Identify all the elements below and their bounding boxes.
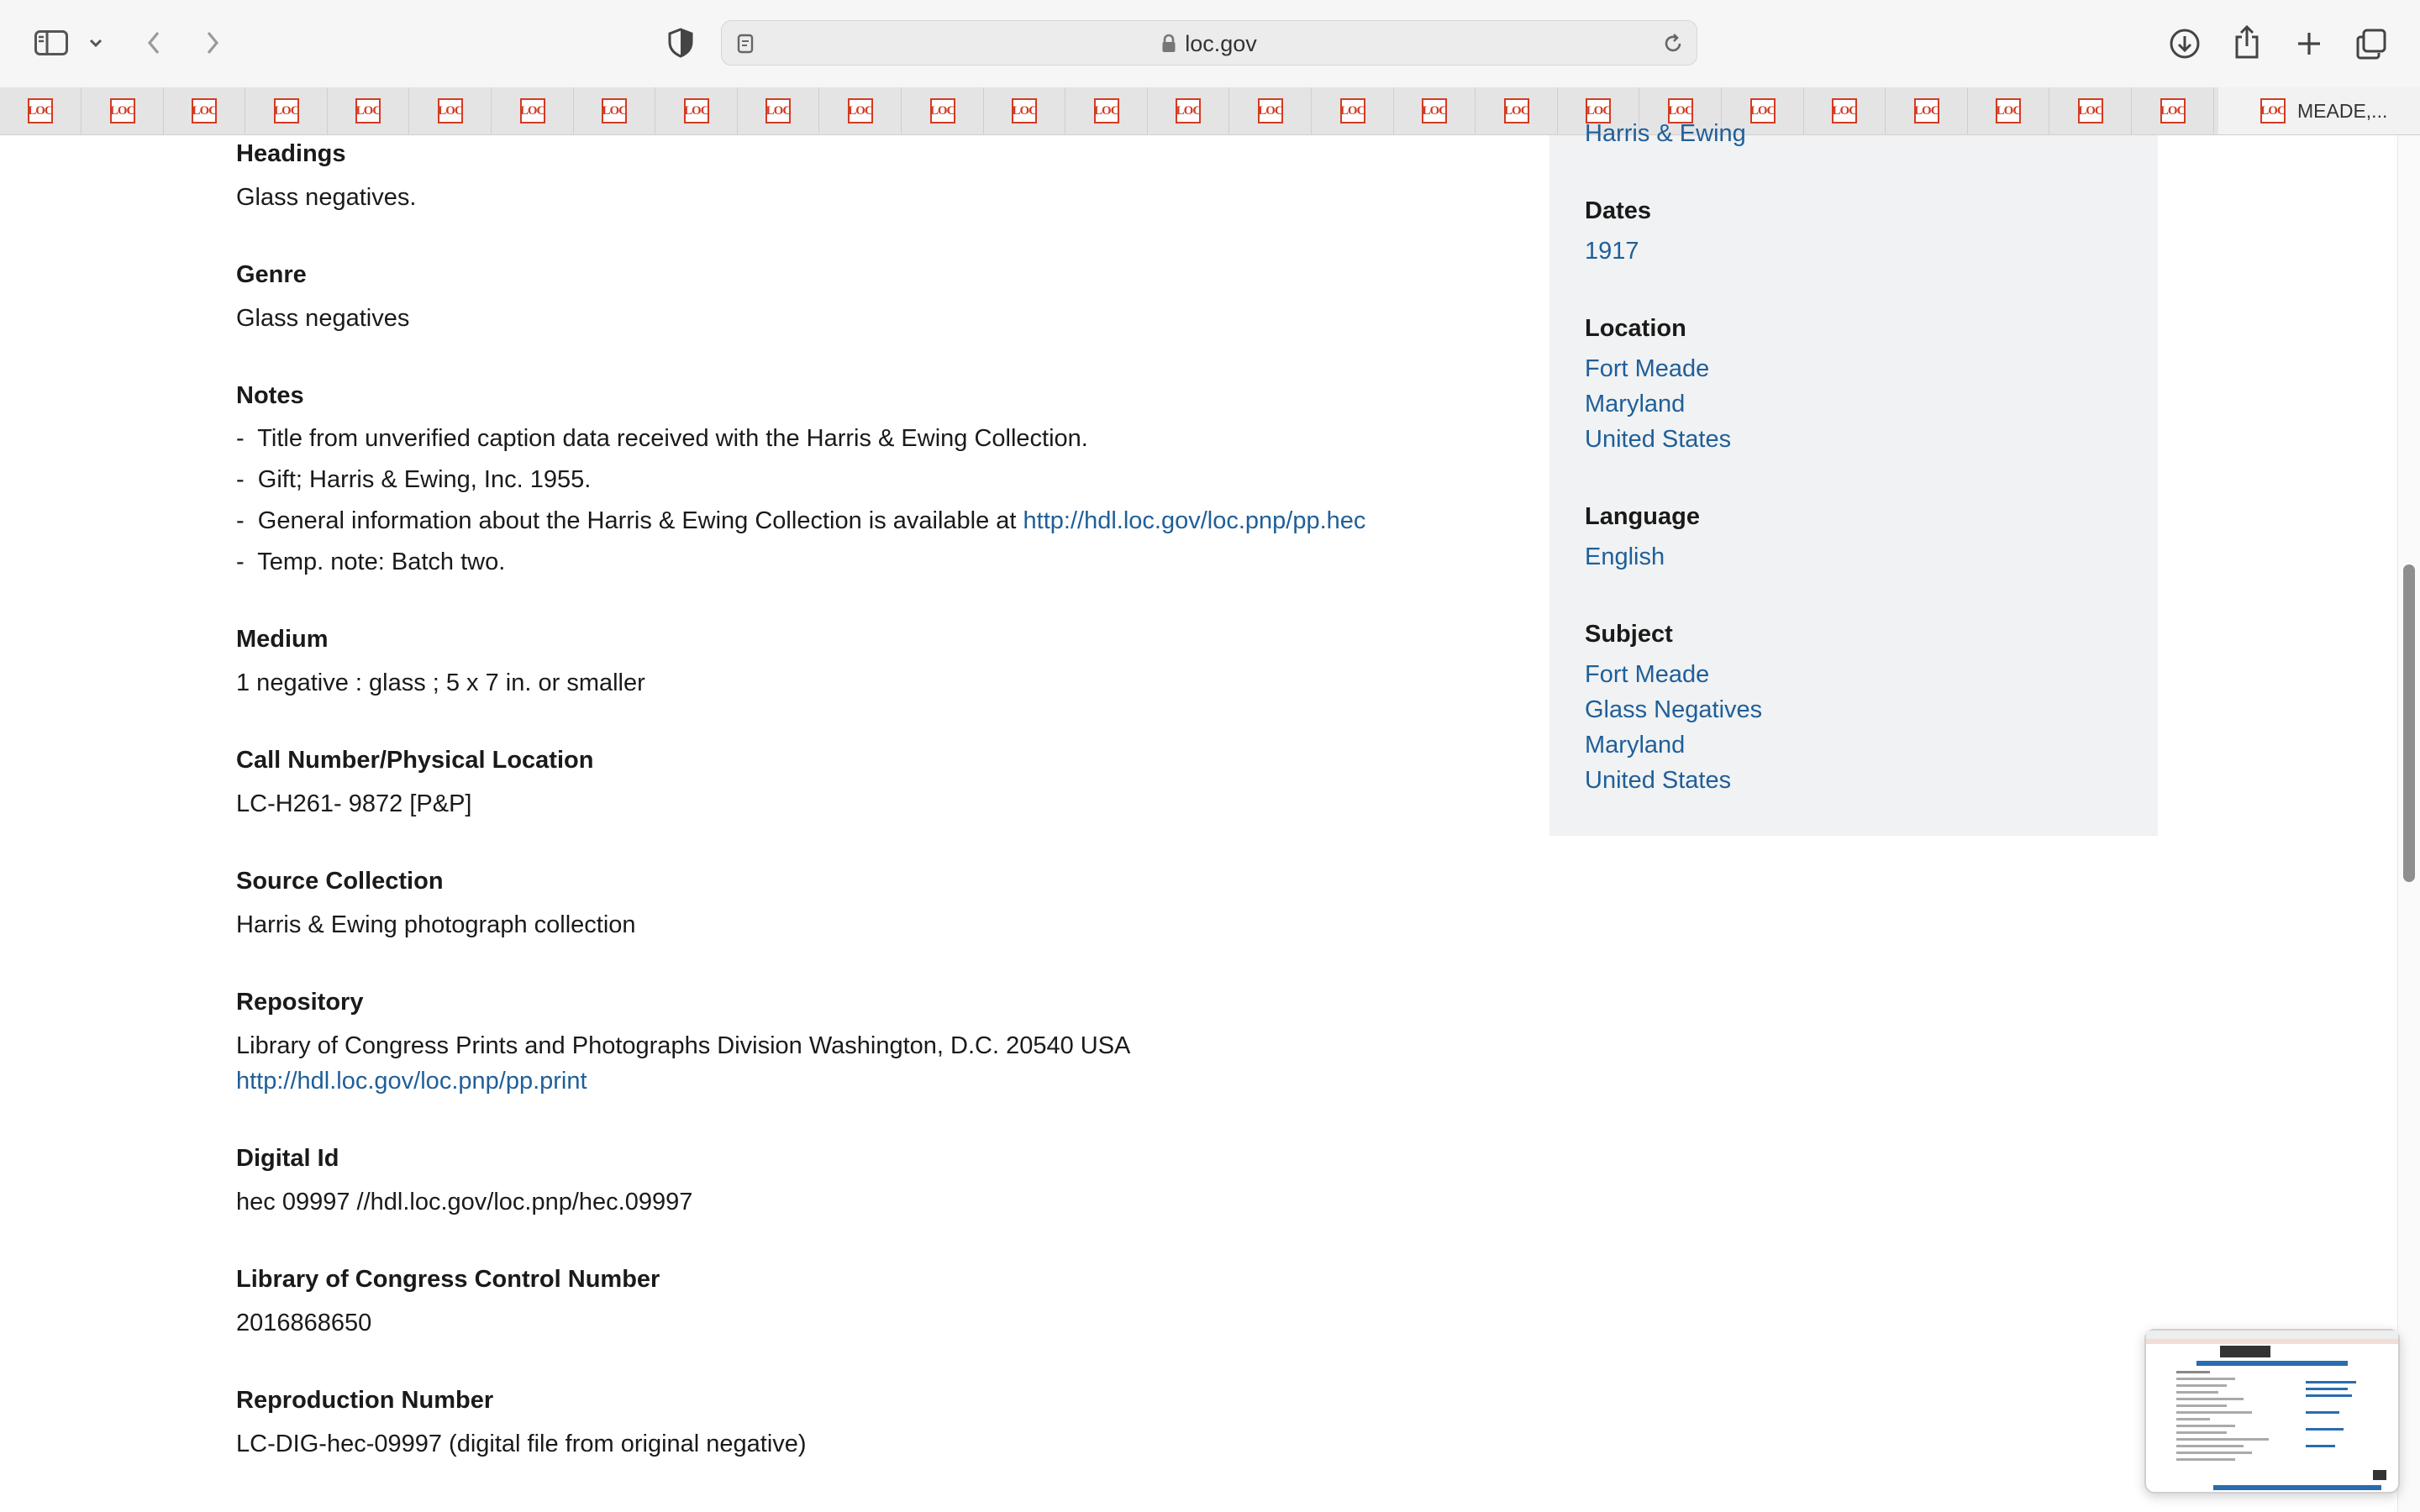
field-label-digital-id: Digital Id <box>236 1145 339 1172</box>
tab-bar <box>0 87 2420 135</box>
loc-favicon: LOC <box>2078 98 2103 123</box>
tab-item[interactable] <box>1066 87 1148 134</box>
field-label-notes: Notes <box>236 382 304 409</box>
loc-favicon: LOC <box>520 98 545 123</box>
loc-favicon: LOC <box>355 98 381 123</box>
page-content <box>0 120 2420 1512</box>
field-label-call-number: Call Number/Physical Location <box>236 747 594 774</box>
note-item <box>236 425 1088 453</box>
location-link[interactable]: Fort Meade <box>1585 355 1710 382</box>
contributor-link[interactable]: Harris & Ewing <box>1585 120 1746 147</box>
field-label-control-number: Library of Congress Control Number <box>236 1266 660 1293</box>
tab-item[interactable] <box>82 87 164 134</box>
loc-favicon: LOC <box>1422 98 1447 123</box>
field-value-genre: Glass negatives <box>236 305 410 332</box>
repository-link[interactable]: http://hdl.loc.gov/loc.pnp/pp.print <box>236 1068 587 1095</box>
field-label-reproduction-number: Reproduction Number <box>236 1387 494 1414</box>
about-sidebar <box>1549 120 2158 836</box>
field-label-headings: Headings <box>236 140 346 167</box>
forward-icon[interactable] <box>198 27 227 59</box>
scrollbar-thumb[interactable] <box>2403 564 2415 882</box>
back-icon[interactable] <box>139 27 168 59</box>
loc-favicon: LOC <box>1832 98 1857 123</box>
tab-item[interactable] <box>984 87 1065 134</box>
hec-collection-link[interactable]: http://hdl.loc.gov/loc.pnp/pp.hec <box>1023 507 1366 534</box>
note-item <box>236 466 591 494</box>
url-label: loc.gov <box>1185 31 1257 56</box>
loc-favicon: LOC <box>2260 98 2286 123</box>
reload-icon[interactable] <box>1661 32 1685 55</box>
tab-item[interactable] <box>1230 87 1312 134</box>
loc-favicon: LOC <box>274 98 299 123</box>
share-icon[interactable] <box>2230 22 2264 62</box>
note-bullet: - <box>236 549 245 575</box>
note-bullet: - <box>236 507 245 534</box>
loc-favicon: LOC <box>1012 98 1037 123</box>
tab-item[interactable] <box>1148 87 1229 134</box>
loc-favicon: LOC <box>1996 98 2021 123</box>
privacy-shield-icon[interactable] <box>664 25 697 60</box>
field-label-medium: Medium <box>236 626 329 653</box>
loc-favicon: LOC <box>28 98 53 123</box>
loc-favicon: LOC <box>1340 98 1365 123</box>
note-item <box>236 549 505 576</box>
subject-link[interactable]: United States <box>1585 767 1732 794</box>
field-value-source-collection: Harris & Ewing photograph collection <box>236 911 636 938</box>
loc-favicon: LOC <box>192 98 217 123</box>
tab-item[interactable] <box>328 87 409 134</box>
note-item <box>236 507 1365 535</box>
new-tab-icon[interactable] <box>2292 27 2326 60</box>
field-value-reproduction-number: LC-DIG-hec-09997 (digital file from original negative) <box>236 1431 807 1457</box>
preview-image <box>2146 1331 2398 1492</box>
loc-favicon: LOC <box>1586 98 1611 123</box>
tab-item[interactable] <box>0 87 82 134</box>
chevron-down-icon[interactable] <box>84 32 108 54</box>
field-value-medium: 1 negative : glass ; 5 x 7 in. or smaller <box>236 669 645 696</box>
tab-item[interactable] <box>410 87 492 134</box>
tab-overview-icon[interactable] <box>2353 25 2390 62</box>
loc-favicon: LOC <box>438 98 463 123</box>
field-value-control-number: 2016868650 <box>236 1310 372 1336</box>
note-bullet: - <box>236 425 245 452</box>
sidebar-label-subject: Subject <box>1585 621 1673 648</box>
browser-toolbar <box>0 0 2420 88</box>
loc-favicon: LOC <box>1668 98 1693 123</box>
tab-item[interactable] <box>1886 87 1968 134</box>
address-bar[interactable] <box>721 20 1697 66</box>
tab-item[interactable] <box>820 87 902 134</box>
note-text: Title from unverified caption data received with the Harris & Ewing Collection. <box>257 425 1088 452</box>
subject-link[interactable]: Maryland <box>1585 732 1686 759</box>
tab-item[interactable] <box>1968 87 2049 134</box>
field-label-source-collection: Source Collection <box>236 868 444 895</box>
loc-favicon: LOC <box>930 98 955 123</box>
tab-item[interactable] <box>738 87 819 134</box>
note-bullet: - <box>236 466 245 493</box>
loc-favicon: LOC <box>1094 98 1119 123</box>
field-value-headings: Glass negatives. <box>236 184 417 211</box>
sidebar-label-location: Location <box>1585 315 1686 342</box>
field-value-digital-id: hec 09997 //hdl.loc.gov/loc.pnp/hec.09997 <box>236 1189 693 1215</box>
loc-favicon: LOC <box>110 98 135 123</box>
location-link[interactable]: Maryland <box>1585 391 1686 417</box>
loc-favicon: LOC <box>1504 98 1529 123</box>
date-link[interactable]: 1917 <box>1585 238 1639 265</box>
lock-icon <box>1161 34 1176 54</box>
tab-item[interactable] <box>574 87 655 134</box>
subject-link[interactable]: Fort Meade <box>1585 661 1710 688</box>
sidebar-label-language: Language <box>1585 503 1700 530</box>
loc-favicon: LOC <box>848 98 873 123</box>
loc-favicon: LOC <box>1750 98 1776 123</box>
tab-item[interactable] <box>656 87 738 134</box>
loc-favicon: LOC <box>684 98 709 123</box>
note-text: Gift; Harris & Ewing, Inc. 1955. <box>257 466 592 493</box>
location-link[interactable]: United States <box>1585 426 1732 453</box>
field-label-repository: Repository <box>236 989 364 1016</box>
field-label-genre: Genre <box>236 261 307 288</box>
tab-item[interactable] <box>1313 87 1394 134</box>
loc-favicon: LOC <box>765 98 791 123</box>
subject-link[interactable]: Glass Negatives <box>1585 696 1763 723</box>
download-icon[interactable] <box>2166 25 2203 62</box>
tab-item[interactable] <box>1804 87 1886 134</box>
field-value-call-number: LC-H261- 9872 [P&P] <box>236 790 472 817</box>
tab-active[interactable] <box>2218 87 2420 134</box>
language-link[interactable]: English <box>1585 543 1665 570</box>
tab-item[interactable] <box>492 87 574 134</box>
loc-favicon: LOC <box>1176 98 1201 123</box>
tab-item[interactable] <box>902 87 984 134</box>
url-text <box>722 21 1697 66</box>
tab-item[interactable] <box>2050 87 2132 134</box>
tab-item[interactable] <box>246 87 328 134</box>
sidebar-label-dates: Dates <box>1585 197 1651 224</box>
tab-item[interactable] <box>1394 87 1476 134</box>
note-text: Temp. note: Batch two. <box>257 549 506 575</box>
tab-item[interactable] <box>1476 87 1558 134</box>
field-value-repository: Library of Congress Prints and Photographs Division Washington, D.C. 20540 USA <box>236 1032 1131 1059</box>
loc-favicon: LOC <box>1914 98 1939 123</box>
loc-favicon: LOC <box>602 98 627 123</box>
loc-favicon: LOC <box>2160 98 2186 123</box>
tab-item[interactable] <box>164 87 245 134</box>
note-text: General information about the Harris & Ewing Collection is available at <box>257 507 1023 534</box>
loc-favicon: LOC <box>1258 98 1283 123</box>
page-preview-thumbnail[interactable] <box>2144 1329 2400 1494</box>
sidebar-toggle-icon[interactable] <box>32 27 71 59</box>
tab-title: MEADE,... <box>2297 99 2388 122</box>
tab-item[interactable] <box>2133 87 2214 134</box>
